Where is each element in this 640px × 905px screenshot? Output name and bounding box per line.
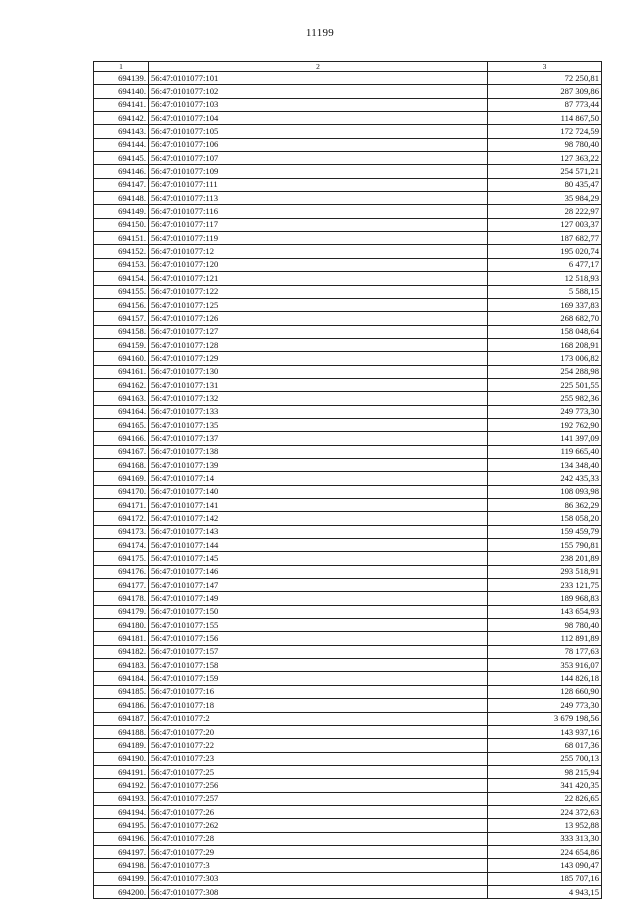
table-row — [94, 378, 602, 391]
row-number-cell: 694149. — [94, 205, 149, 218]
row-number-cell: 694146. — [94, 165, 149, 178]
row-number-cell: 694198. — [94, 859, 149, 872]
row-number-cell: 694184. — [94, 672, 149, 685]
row-number-cell: 694142. — [94, 112, 149, 125]
cadastral-number-cell: 56:47:0101077:143 — [149, 525, 488, 538]
cadastral-number-cell: 56:47:0101077:127 — [149, 325, 488, 338]
cadastral-number-cell: 56:47:0101077:130 — [149, 365, 488, 378]
row-number-cell: 694164. — [94, 405, 149, 418]
cadastral-number-cell: 56:47:0101077:308 — [149, 885, 488, 898]
value-cell: 98 780,40 — [488, 138, 602, 151]
table-row — [94, 125, 602, 138]
row-number-cell: 694190. — [94, 752, 149, 765]
table-row — [94, 699, 602, 712]
table-row — [94, 338, 602, 351]
table-row — [94, 285, 602, 298]
cadastral-number-cell: 56:47:0101077:139 — [149, 458, 488, 471]
table-row — [94, 672, 602, 685]
row-number-cell: 694166. — [94, 432, 149, 445]
row-number-cell: 694177. — [94, 579, 149, 592]
value-cell: 35 984,29 — [488, 192, 602, 205]
cadastral-number-cell: 56:47:0101077:131 — [149, 378, 488, 391]
value-cell: 225 501,55 — [488, 378, 602, 391]
table-header-row — [94, 62, 602, 72]
row-number-cell: 694191. — [94, 765, 149, 778]
row-number-cell: 694197. — [94, 845, 149, 858]
table-row — [94, 499, 602, 512]
cadastral-number-cell: 56:47:0101077:119 — [149, 232, 488, 245]
cadastral-number-cell: 56:47:0101077:146 — [149, 565, 488, 578]
row-number-cell: 694148. — [94, 192, 149, 205]
page-number: 11199 — [305, 27, 335, 39]
row-number-cell: 694175. — [94, 552, 149, 565]
cadastral-number-cell: 56:47:0101077:142 — [149, 512, 488, 525]
value-cell: 144 826,18 — [488, 672, 602, 685]
table-row — [94, 445, 602, 458]
table-row — [94, 205, 602, 218]
row-number-cell: 694192. — [94, 779, 149, 792]
cadastral-number-cell: 56:47:0101077:157 — [149, 645, 488, 658]
value-cell: 12 518,93 — [488, 272, 602, 285]
value-cell: 72 250,81 — [488, 72, 602, 85]
row-number-cell: 694155. — [94, 285, 149, 298]
table-row — [94, 792, 602, 805]
value-cell: 141 397,09 — [488, 432, 602, 445]
value-cell: 127 363,22 — [488, 152, 602, 165]
row-number-cell: 694143. — [94, 125, 149, 138]
table-row — [94, 312, 602, 325]
table-row — [94, 85, 602, 98]
table-row — [94, 579, 602, 592]
value-cell: 185 707,16 — [488, 872, 602, 885]
row-number-cell: 694160. — [94, 352, 149, 365]
cadastral-number-cell: 56:47:0101077:106 — [149, 138, 488, 151]
row-number-cell: 694193. — [94, 792, 149, 805]
cadastral-number-cell: 56:47:0101077:104 — [149, 112, 488, 125]
cadastral-number-cell: 56:47:0101077:257 — [149, 792, 488, 805]
table-row — [94, 712, 602, 725]
row-number-cell: 694165. — [94, 418, 149, 431]
cadastral-number-cell: 56:47:0101077:18 — [149, 699, 488, 712]
table-row — [94, 245, 602, 258]
registry-table-container — [93, 61, 601, 899]
row-number-cell: 694186. — [94, 699, 149, 712]
cadastral-number-cell: 56:47:0101077:111 — [149, 178, 488, 191]
value-cell: 108 093,98 — [488, 485, 602, 498]
row-number-cell: 694188. — [94, 725, 149, 738]
row-number-cell: 694172. — [94, 512, 149, 525]
row-number-cell: 694154. — [94, 272, 149, 285]
value-cell: 158 048,64 — [488, 325, 602, 338]
table-row — [94, 779, 602, 792]
row-number-cell: 694183. — [94, 659, 149, 672]
cadastral-number-cell: 56:47:0101077:141 — [149, 499, 488, 512]
table-row — [94, 258, 602, 271]
cadastral-number-cell: 56:47:0101077:122 — [149, 285, 488, 298]
table-row — [94, 605, 602, 618]
table-row — [94, 632, 602, 645]
row-number-cell: 694145. — [94, 152, 149, 165]
cadastral-number-cell: 56:47:0101077:128 — [149, 338, 488, 351]
value-cell: 98 215,94 — [488, 765, 602, 778]
table-row — [94, 859, 602, 872]
cadastral-number-cell: 56:47:0101077:303 — [149, 872, 488, 885]
cadastral-number-cell: 56:47:0101077:132 — [149, 392, 488, 405]
value-cell: 80 435,47 — [488, 178, 602, 191]
row-number-cell: 694195. — [94, 819, 149, 832]
value-cell: 158 058,20 — [488, 512, 602, 525]
table-row — [94, 298, 602, 311]
table-body — [94, 72, 602, 899]
value-cell: 233 121,75 — [488, 579, 602, 592]
table-row — [94, 645, 602, 658]
row-number-cell: 694162. — [94, 378, 149, 391]
table-row — [94, 872, 602, 885]
cadastral-number-cell: 56:47:0101077:3 — [149, 859, 488, 872]
column-header-3: 3 — [488, 62, 602, 72]
table-row — [94, 432, 602, 445]
table-row — [94, 619, 602, 632]
row-number-cell: 694167. — [94, 445, 149, 458]
table-row — [94, 272, 602, 285]
value-cell: 159 459,79 — [488, 525, 602, 538]
value-cell: 293 518,91 — [488, 565, 602, 578]
value-cell: 28 222,97 — [488, 205, 602, 218]
value-cell: 249 773,30 — [488, 405, 602, 418]
value-cell: 3 679 198,56 — [488, 712, 602, 725]
row-number-cell: 694200. — [94, 885, 149, 898]
table-row — [94, 805, 602, 818]
cadastral-number-cell: 56:47:0101077:129 — [149, 352, 488, 365]
table-row — [94, 98, 602, 111]
value-cell: 168 208,91 — [488, 338, 602, 351]
row-number-cell: 694194. — [94, 805, 149, 818]
cadastral-number-cell: 56:47:0101077:121 — [149, 272, 488, 285]
value-cell: 195 020,74 — [488, 245, 602, 258]
registry-table — [93, 61, 602, 899]
row-number-cell: 694140. — [94, 85, 149, 98]
table-row — [94, 325, 602, 338]
cadastral-number-cell: 56:47:0101077:135 — [149, 418, 488, 431]
row-number-cell: 694187. — [94, 712, 149, 725]
table-row — [94, 218, 602, 231]
cadastral-number-cell: 56:47:0101077:2 — [149, 712, 488, 725]
cadastral-number-cell: 56:47:0101077:149 — [149, 592, 488, 605]
value-cell: 119 665,40 — [488, 445, 602, 458]
row-number-cell: 694181. — [94, 632, 149, 645]
cadastral-number-cell: 56:47:0101077:29 — [149, 845, 488, 858]
value-cell: 143 937,16 — [488, 725, 602, 738]
table-row — [94, 138, 602, 151]
row-number-cell: 694178. — [94, 592, 149, 605]
table-row — [94, 885, 602, 898]
value-cell: 254 288,98 — [488, 365, 602, 378]
table-row — [94, 592, 602, 605]
value-cell: 86 362,29 — [488, 499, 602, 512]
row-number-cell: 694171. — [94, 499, 149, 512]
cadastral-number-cell: 56:47:0101077:14 — [149, 472, 488, 485]
table-row — [94, 352, 602, 365]
row-number-cell: 694151. — [94, 232, 149, 245]
row-number-cell: 694196. — [94, 832, 149, 845]
row-number-cell: 694152. — [94, 245, 149, 258]
table-row — [94, 552, 602, 565]
cadastral-number-cell: 56:47:0101077:120 — [149, 258, 488, 271]
table-row — [94, 72, 602, 85]
cadastral-number-cell: 56:47:0101077:25 — [149, 765, 488, 778]
cadastral-number-cell: 56:47:0101077:125 — [149, 298, 488, 311]
value-cell: 172 724,59 — [488, 125, 602, 138]
value-cell: 255 982,36 — [488, 392, 602, 405]
table-row — [94, 365, 602, 378]
value-cell: 22 826,65 — [488, 792, 602, 805]
cadastral-number-cell: 56:47:0101077:109 — [149, 165, 488, 178]
row-number-cell: 694180. — [94, 619, 149, 632]
row-number-cell: 694185. — [94, 685, 149, 698]
cadastral-number-cell: 56:47:0101077:28 — [149, 832, 488, 845]
cadastral-number-cell: 56:47:0101077:20 — [149, 725, 488, 738]
value-cell: 134 348,40 — [488, 458, 602, 471]
cadastral-number-cell: 56:47:0101077:133 — [149, 405, 488, 418]
table-row — [94, 832, 602, 845]
value-cell: 78 177,63 — [488, 645, 602, 658]
cadastral-number-cell: 56:47:0101077:23 — [149, 752, 488, 765]
table-row — [94, 485, 602, 498]
value-cell: 224 372,63 — [488, 805, 602, 818]
table-row — [94, 845, 602, 858]
table-row — [94, 565, 602, 578]
table-row — [94, 659, 602, 672]
value-cell: 333 313,30 — [488, 832, 602, 845]
value-cell: 6 477,17 — [488, 258, 602, 271]
row-number-cell: 694199. — [94, 872, 149, 885]
cadastral-number-cell: 56:47:0101077:26 — [149, 805, 488, 818]
cadastral-number-cell: 56:47:0101077:137 — [149, 432, 488, 445]
row-number-cell: 694158. — [94, 325, 149, 338]
value-cell: 5 588,15 — [488, 285, 602, 298]
table-row — [94, 725, 602, 738]
row-number-cell: 694163. — [94, 392, 149, 405]
table-row — [94, 152, 602, 165]
value-cell: 143 090,47 — [488, 859, 602, 872]
row-number-cell: 694157. — [94, 312, 149, 325]
row-number-cell: 694141. — [94, 98, 149, 111]
table-row — [94, 178, 602, 191]
cadastral-number-cell: 56:47:0101077:256 — [149, 779, 488, 792]
cadastral-number-cell: 56:47:0101077:262 — [149, 819, 488, 832]
value-cell: 341 420,35 — [488, 779, 602, 792]
table-row — [94, 405, 602, 418]
table-row — [94, 525, 602, 538]
column-header-1: 1 — [94, 62, 149, 72]
table-row — [94, 112, 602, 125]
value-cell: 255 700,13 — [488, 752, 602, 765]
cadastral-number-cell: 56:47:0101077:22 — [149, 739, 488, 752]
table-row — [94, 458, 602, 471]
cadastral-number-cell: 56:47:0101077:138 — [149, 445, 488, 458]
table-row — [94, 819, 602, 832]
row-number-cell: 694170. — [94, 485, 149, 498]
table-row — [94, 685, 602, 698]
cadastral-number-cell: 56:47:0101077:107 — [149, 152, 488, 165]
row-number-cell: 694139. — [94, 72, 149, 85]
value-cell: 254 571,21 — [488, 165, 602, 178]
cadastral-number-cell: 56:47:0101077:16 — [149, 685, 488, 698]
value-cell: 112 891,89 — [488, 632, 602, 645]
cadastral-number-cell: 56:47:0101077:147 — [149, 579, 488, 592]
row-number-cell: 694144. — [94, 138, 149, 151]
cadastral-number-cell: 56:47:0101077:144 — [149, 539, 488, 552]
cadastral-number-cell: 56:47:0101077:103 — [149, 98, 488, 111]
value-cell: 4 943,15 — [488, 885, 602, 898]
cadastral-number-cell: 56:47:0101077:113 — [149, 192, 488, 205]
table-row — [94, 472, 602, 485]
value-cell: 127 003,37 — [488, 218, 602, 231]
table-row — [94, 192, 602, 205]
row-number-cell: 694153. — [94, 258, 149, 271]
cadastral-number-cell: 56:47:0101077:159 — [149, 672, 488, 685]
row-number-cell: 694173. — [94, 525, 149, 538]
row-number-cell: 694156. — [94, 298, 149, 311]
value-cell: 169 337,83 — [488, 298, 602, 311]
row-number-cell: 694168. — [94, 458, 149, 471]
value-cell: 114 867,50 — [488, 112, 602, 125]
table-row — [94, 765, 602, 778]
table-row — [94, 165, 602, 178]
value-cell: 68 017,36 — [488, 739, 602, 752]
row-number-cell: 694150. — [94, 218, 149, 231]
row-number-cell: 694147. — [94, 178, 149, 191]
cadastral-number-cell: 56:47:0101077:140 — [149, 485, 488, 498]
row-number-cell: 694159. — [94, 338, 149, 351]
value-cell: 268 682,70 — [488, 312, 602, 325]
cadastral-number-cell: 56:47:0101077:156 — [149, 632, 488, 645]
value-cell: 155 790,81 — [488, 539, 602, 552]
row-number-cell: 694176. — [94, 565, 149, 578]
value-cell: 128 660,90 — [488, 685, 602, 698]
row-number-cell: 694179. — [94, 605, 149, 618]
row-number-cell: 694161. — [94, 365, 149, 378]
column-header-2: 2 — [149, 62, 488, 72]
table-row — [94, 739, 602, 752]
cadastral-number-cell: 56:47:0101077:101 — [149, 72, 488, 85]
cadastral-number-cell: 56:47:0101077:105 — [149, 125, 488, 138]
row-number-cell: 694182. — [94, 645, 149, 658]
row-number-cell: 694189. — [94, 739, 149, 752]
table-row — [94, 392, 602, 405]
row-number-cell: 694174. — [94, 539, 149, 552]
table-row — [94, 418, 602, 431]
value-cell: 287 309,86 — [488, 85, 602, 98]
value-cell: 242 435,33 — [488, 472, 602, 485]
table-row — [94, 232, 602, 245]
table-row — [94, 512, 602, 525]
value-cell: 143 654,93 — [488, 605, 602, 618]
cadastral-number-cell: 56:47:0101077:116 — [149, 205, 488, 218]
value-cell: 173 006,82 — [488, 352, 602, 365]
value-cell: 13 952,88 — [488, 819, 602, 832]
value-cell: 98 780,40 — [488, 619, 602, 632]
cadastral-number-cell: 56:47:0101077:150 — [149, 605, 488, 618]
value-cell: 224 654,86 — [488, 845, 602, 858]
table-row — [94, 752, 602, 765]
value-cell: 238 201,89 — [488, 552, 602, 565]
cadastral-number-cell: 56:47:0101077:155 — [149, 619, 488, 632]
cadastral-number-cell: 56:47:0101077:117 — [149, 218, 488, 231]
value-cell: 189 968,83 — [488, 592, 602, 605]
value-cell: 353 916,07 — [488, 659, 602, 672]
value-cell: 192 762,90 — [488, 418, 602, 431]
row-number-cell: 694169. — [94, 472, 149, 485]
cadastral-number-cell: 56:47:0101077:126 — [149, 312, 488, 325]
cadastral-number-cell: 56:47:0101077:102 — [149, 85, 488, 98]
value-cell: 187 682,77 — [488, 232, 602, 245]
table-row — [94, 539, 602, 552]
value-cell: 87 773,44 — [488, 98, 602, 111]
cadastral-number-cell: 56:47:0101077:158 — [149, 659, 488, 672]
cadastral-number-cell: 56:47:0101077:145 — [149, 552, 488, 565]
value-cell: 249 773,30 — [488, 699, 602, 712]
cadastral-number-cell: 56:47:0101077:12 — [149, 245, 488, 258]
